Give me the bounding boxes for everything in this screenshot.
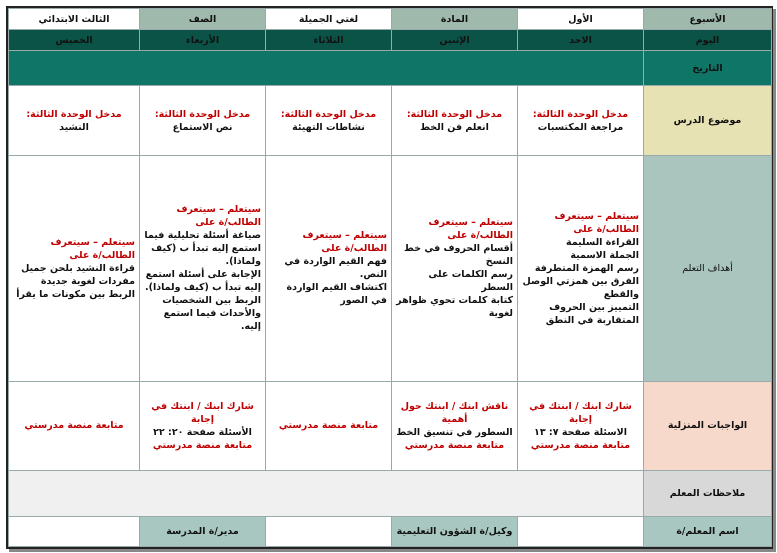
objectives-label: أهداف التعلم xyxy=(644,155,772,381)
notes-cell xyxy=(9,470,644,517)
homework-cell: شارك ابنك / ابنتك في إجابة الاسئلة صفحة ٧: ١٣ متابعة منصة مدرستي xyxy=(518,382,644,471)
grade-label: الصف xyxy=(140,9,266,30)
days-row xyxy=(9,30,772,51)
subject-label: المادة xyxy=(392,9,518,30)
week-value: الأول xyxy=(518,9,644,30)
day-wednesday: الأربعاء xyxy=(140,30,266,51)
objectives-cell: سيتعلم – سيتعرف الطالب/ة على قراءة النشيد بلحن جميل مفردات لغوية جديدة الربط بين مكونات ما يقرأ xyxy=(9,155,140,381)
topic-label: موضوع الدرس xyxy=(644,86,772,156)
topic-row xyxy=(9,86,772,156)
grade-value: الثالث الابتدائي xyxy=(9,9,140,30)
notes-row xyxy=(9,470,772,517)
homework-label: الواجبات المنزلية xyxy=(644,382,772,471)
notes-label: ملاحظات المعلم xyxy=(644,470,772,517)
objectives-cell: سيتعلم – سيتعرف الطالب/ة على القراءة السليمة الجملة الاسمية رسم الهمزة المتطرفة الفرق بين همزتي الوصل والقطع التمييز بين الحروف المتقاربة في النطق xyxy=(518,155,644,381)
teacher-label: اسم المعلم/ة xyxy=(644,517,772,547)
lesson-plan-frame xyxy=(6,6,773,549)
date-row xyxy=(9,51,772,86)
header-row xyxy=(9,9,772,30)
topic-cell: مدخل الوحدة الثالثة: نص الاستماع xyxy=(140,86,266,156)
day-thursday: الخميس xyxy=(9,30,140,51)
topic-cell: مدخل الوحدة الثالثة: مراجعة المكتسبات xyxy=(518,86,644,156)
homework-cell: متابعة منصة مدرستي xyxy=(9,382,140,471)
day-sunday: الاحد xyxy=(518,30,644,51)
date-cell xyxy=(9,51,644,86)
objectives-cell: سيتعلم – سيتعرف الطالب/ة على أقسام الحروف في خط النسخ رسم الكلمات على السطر كتابة كلمات تحوي ظواهر لغوية xyxy=(392,155,518,381)
lesson-plan-table xyxy=(8,8,772,547)
day-tuesday: الثلاثاء xyxy=(266,30,392,51)
objectives-cell: سيتعلم – سيتعرف الطالب/ة على صياغة أسئلة تحليلية فيما استمع إليه تبدأ ب (كيف ولماذا). الإجابة على أسئلة استمع إليه تبدأ ب (كيف ولماذا). الربط بين الشخصيات والأحداث فيما استمع إليه. xyxy=(140,155,266,381)
objectives-cell: سيتعلم – سيتعرف الطالب/ة على فهم القيم الواردة في النص. اكتشاف القيم الواردة في الصور xyxy=(266,155,392,381)
homework-cell: ناقش ابنك / ابنتك حول أهمية السطور في تنسيق الخط متابعة منصة مدرستي xyxy=(392,382,518,471)
principal-name-cell xyxy=(9,517,140,547)
objectives-row xyxy=(9,155,772,381)
date-label: التاريخ xyxy=(644,51,772,86)
topic-cell: مدخل الوحدة الثالثة: انعلم فن الخط xyxy=(392,86,518,156)
day-monday: الإثنين xyxy=(392,30,518,51)
homework-row xyxy=(9,382,772,471)
topic-cell: مدخل الوحدة الثالثة: النشيد xyxy=(9,86,140,156)
subject-value: لغتي الجميلة xyxy=(266,9,392,30)
teacher-name-cell xyxy=(518,517,644,547)
vice-name-cell xyxy=(266,517,392,547)
homework-cell: شارك ابنك / ابنتك في إجابة الأسئلة صفحة ٢٠: ٢٢ متابعة منصة مدرستي xyxy=(140,382,266,471)
homework-cell: متابعة منصة مدرستي xyxy=(266,382,392,471)
days-label: اليوم xyxy=(644,30,772,51)
footer-row xyxy=(9,517,772,547)
principal-label: مدير/ة المدرسة xyxy=(140,517,266,547)
vice-label: وكيل/ة الشؤون التعليمية xyxy=(392,517,518,547)
week-label: الأسبوع xyxy=(644,9,772,30)
topic-cell: مدخل الوحدة الثالثة: نشاطات التهيئة xyxy=(266,86,392,156)
